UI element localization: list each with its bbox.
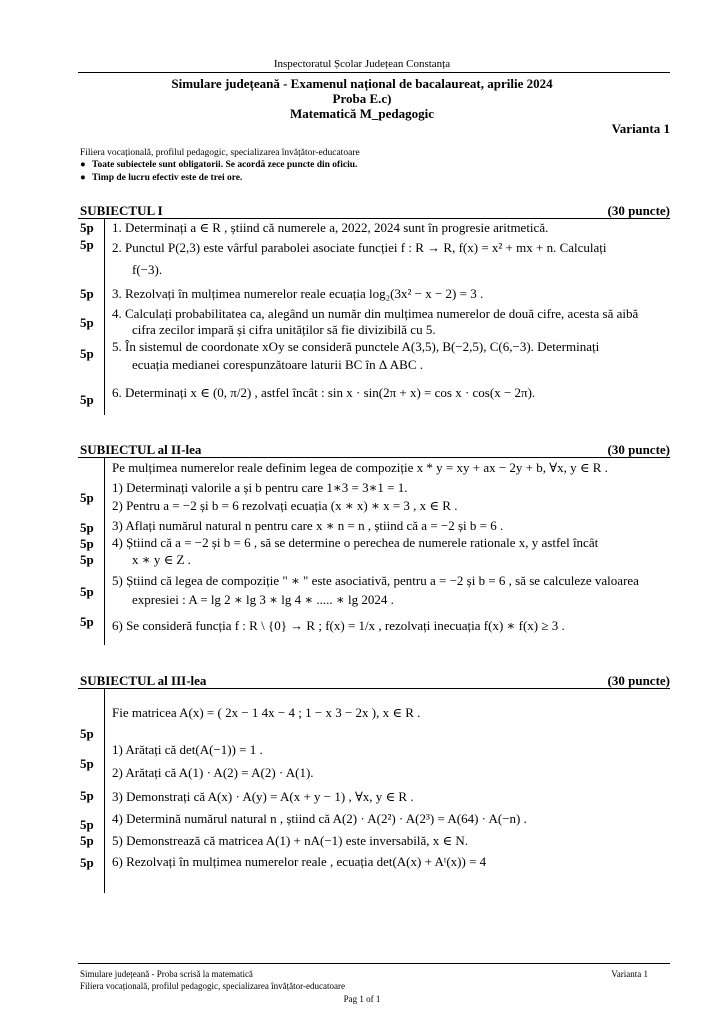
s3-points-6: 5p [80,855,94,870]
footer-variant: Varianta 1 [611,969,648,979]
s1-item-2: 2. Punctul P(2,3) este vârful parabolei asociate funcției f : R → R, f(x) = x² + mx + n. Calculați [112,240,607,255]
footer-line-1: Simulare județeană - Proba scrisă la matematică [80,969,253,979]
s3-points-5: 5p [80,833,94,848]
s1-points-3: 5p [80,286,94,301]
exam-subtitle: Proba E.c) [332,91,392,106]
s3-points-1: 5p [80,726,94,741]
subject-2-column-line [104,457,105,645]
s3-item-2: 2) Arătați că A(1) · A(2) = A(2) · A(1). [112,765,314,780]
s1-points-1: 5p [80,220,94,235]
s2-intro: Pe mulțimea numerelor reale definim legea de compoziție x * y = xy + ax − 2y + b, ∀x, y ∈ R . [112,460,608,475]
s1-points-2: 5p [80,237,94,252]
s1-points-4: 5p [80,315,94,330]
s1-item-3: 3. Rezolvați în mulțimea numerelor reale ecuația log₂(3x² − x − 2) = 3 . [112,286,484,301]
track-info: Filiera vocațională, profilul pedagogic, specializarea învățător-educatoare [80,148,360,158]
s2-item-2: 2) Pentru a = −2 și b = 6 rezolvați ecuația (x ∗ x) ∗ x = 3 , x ∈ R . [112,498,458,513]
subject-3-divider [78,688,670,689]
s1-points-5: 5p [80,346,94,361]
s2-item-6: 6) Se consideră funcția f : R \ {0} → R ; f(x) = 1/x , rezolvați inecuația f(x) ∗ f(x) ≥ 3 . [112,618,565,633]
s2-points-2: 5p [80,520,94,535]
s3-item-6: 6) Rezolvați în mulțimea numerelor reale , ecuația det(A(x) + Aᵗ(x)) = 4 [112,854,487,869]
subject-1-column-line [104,218,105,415]
variant-label: Varianta 1 [611,121,670,136]
subject-1-title: SUBIECTUL I (30 puncte) [80,203,670,218]
header-divider [78,72,670,73]
inspectorate-label: Inspectoratul Școlar Județean Constanța [273,58,451,70]
exam-title: Simulare județeană - Examenul național de bacalaureat, aprilie 2024 [171,76,553,91]
s1-item-5: 5. În sistemul de coordonate xOy se consideră punctele A(3,5), B(−2,5), C(6,−3). Determinați [112,339,600,354]
s2-points-1: 5p [80,490,94,505]
s2-points-6: 5p [80,614,94,629]
s3-item-3: 3) Demonstrați că A(x) · A(y) = A(x + y − 1) , ∀x, y ∈ R . [112,789,414,804]
s2-item-5-cont: expresiei : A = lg 2 ∗ lg 3 ∗ lg 4 ∗ ..... ∗ lg 2024 . [132,592,394,607]
s2-item-4-cont: x ∗ y ∈ Z . [132,552,191,567]
footer-divider [78,963,670,964]
s1-item-2-cont: f(−3). [132,262,163,277]
s1-item-4-cont: cifra zecilor impară și cifra unităților să fie divizibilă cu 5. [132,322,436,337]
s2-item-1: 1) Determinați valorile a și b pentru care 1∗3 = 3∗1 = 1. [112,480,408,495]
subject-3-title: SUBIECTUL al III-lea (30 puncte) [80,673,670,688]
subject-2-divider [78,457,670,458]
s2-points-3: 5p [80,536,94,551]
s1-item-1: 1. Determinați a ∈ R , știind că numerele a, 2022, 2024 sunt în progresie aritmetică. [112,220,549,235]
s2-item-4: 4) Știind că a = −2 și b = 6 , să se determine o perechea de numerele rationale x, y astfel încât [112,535,599,550]
subject-2-title: SUBIECTUL al II-lea (30 puncte) [80,442,670,457]
s3-points-2: 5p [80,756,94,771]
s1-points-6: 5p [80,392,94,407]
s2-item-5: 5) Știind că legea de compoziție " ∗ " este asociativă, pentru a = −2 și b = 6 , să se calculeze valoarea [112,573,639,588]
footer-line-2: Filiera vocațională, profilul pedagogic, specializarea învățător-educatoare [80,981,345,991]
s2-points-4: 5p [80,552,94,567]
s3-intro: Fie matricea A(x) = ( 2x − 1 4x − 4 ; 1 − x 3 − 2x ), x ∈ R . [112,705,421,720]
bullet-time: ● Timp de lucru efectiv este de trei ore. [80,173,243,183]
s3-item-5: 5) Demonstrează că matricea A(1) + nA(−1) este inversabilă, x ∈ N. [112,833,469,848]
s1-item-6: 6. Determinați x ∈ (0, π/2) , astfel încât : sin x · sin(2π + x) = cos x · cos(x − 2π). [112,385,536,400]
s3-item-1: 1) Arătați că det(A(−1)) = 1 . [112,742,263,757]
s1-item-5-cont: ecuația medianei corespunzătoare laturii BC în Δ ABC . [132,357,424,372]
subject-1-divider [78,218,670,219]
subject-3-column-line [104,688,105,893]
bullet-obligatory: ● Toate subiectele sunt obligatorii. Se acordă zece puncte din oficiu. [80,160,358,170]
page-number: Pag 1 of 1 [343,994,381,1004]
s3-item-4: 4) Determină numărul natural n , știind că A(2) · A(2²) · A(2³) = A(64) · A(−n) . [112,811,527,826]
s1-item-4: 4. Calculați probabilitatea ca, alegând un număr din mulțimea numerelor de două cifre, acesta să aibă [112,306,639,321]
s3-points-3: 5p [80,788,94,803]
s2-item-3: 3) Aflați numărul natural n pentru care x ∗ n = n , știind că a = −2 și b = 6 . [112,518,504,533]
s3-points-4: 5p [80,817,94,832]
exam-subject: Matematică M_pedagogic [289,106,435,121]
s2-points-5: 5p [80,584,94,599]
